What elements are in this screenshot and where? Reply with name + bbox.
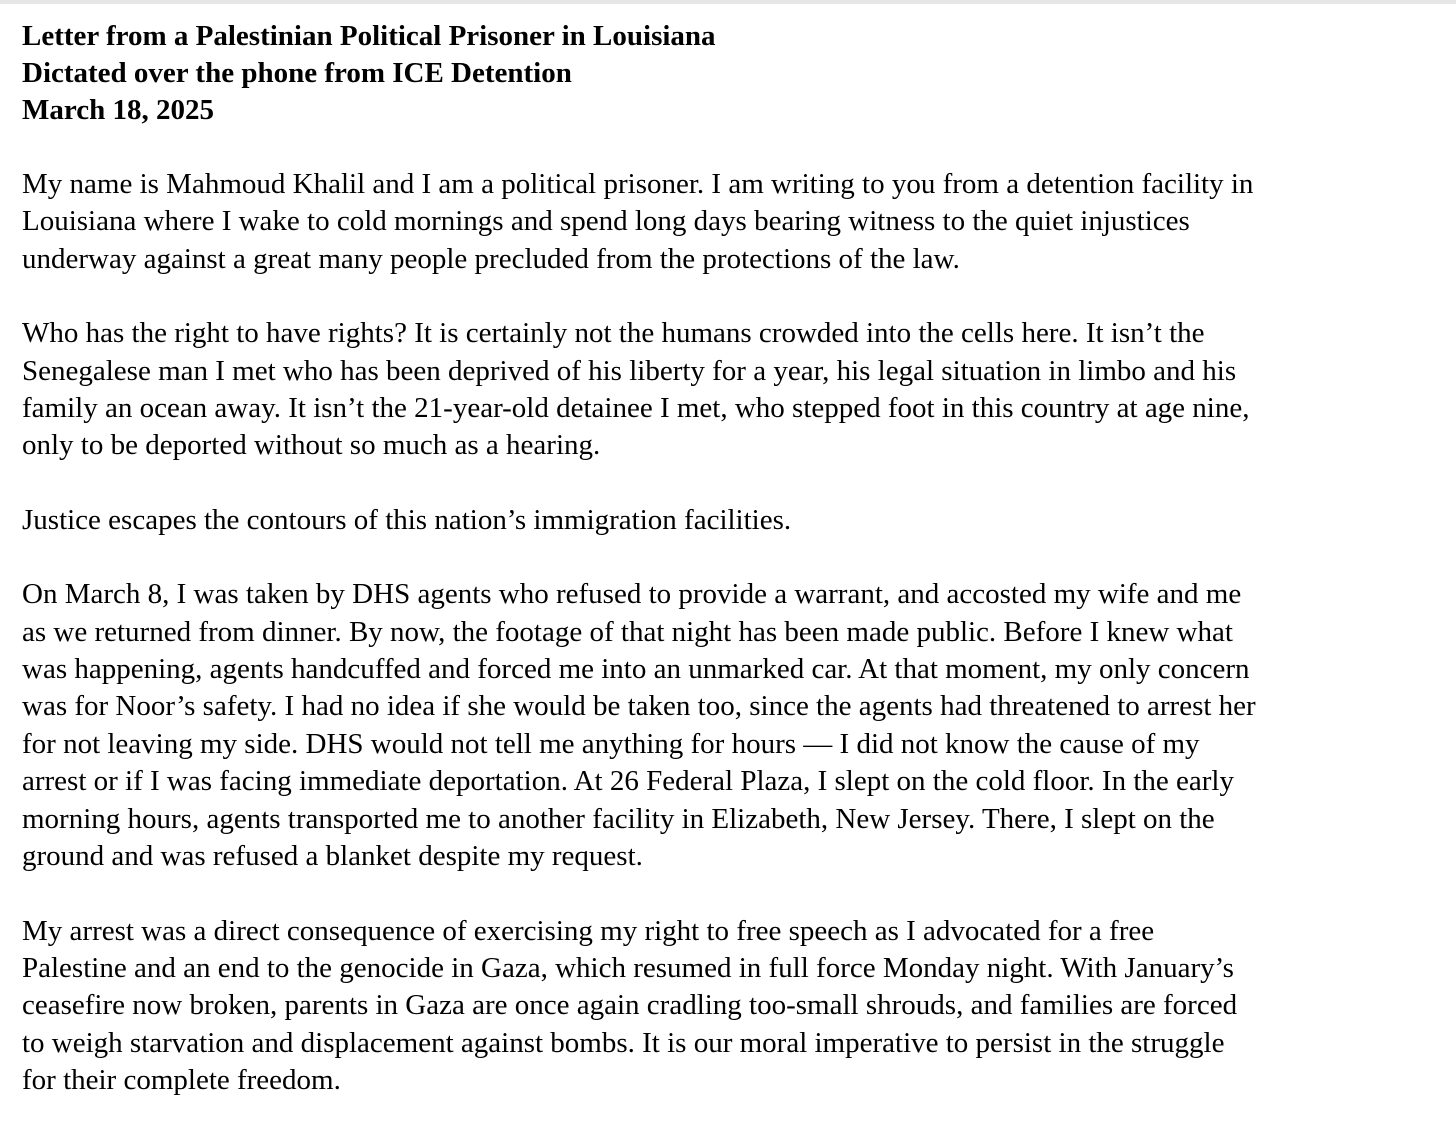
- text-line: was for Noor’s safety. I had no idea if she would be taken too, since the agents had threatened to arrest her: [22, 690, 1256, 723]
- text-line: Senegalese man I met who has been deprived of his liberty for a year, his legal situation in limbo and his: [22, 354, 1237, 387]
- letter-date: March 18, 2025: [22, 94, 214, 126]
- text-line: On March 8, I was taken by DHS agents who refused to provide a warrant, and accosted my wife and me: [22, 578, 1242, 611]
- text-line: for not leaving my side. DHS would not tell me anything for hours — I did not know the cause of my: [22, 727, 1200, 760]
- text-line: as we returned from dinner. By now, the footage of that night has been made public. Before I knew what: [22, 615, 1233, 648]
- top-edge-divider: [0, 0, 1456, 4]
- text-line: arrest or if I was facing immediate deportation. At 26 Federal Plaza, I slept on the cold floor. In the early: [22, 765, 1234, 798]
- text-line: My name is Mahmoud Khalil and I am a political prisoner. I am writing to you from a detention facility in: [22, 168, 1254, 200]
- paragraph-justice: [22, 502, 1442, 539]
- text-line: My arrest was a direct consequence of exercising my right to free speech as I advocated for a free: [22, 914, 1155, 947]
- text-line: ceasefire now broken, parents in Gaza are once again cradling too-small shrouds, and families are forced: [22, 989, 1238, 1022]
- text-line: Palestine and an end to the genocide in Gaza, which resumed in full force Monday night. With January’s: [22, 951, 1234, 984]
- letter-heading: [22, 18, 1442, 129]
- paragraph-free-speech: [22, 913, 1442, 1100]
- text-line: underway against a great many people precluded from the protections of the law.: [22, 242, 960, 275]
- paragraph-arrest-account: [22, 576, 1442, 875]
- text-line: family an ocean away. It isn’t the 21-year-old detainee I met, who stepped foot in this country at age nine,: [22, 392, 1250, 425]
- letter-document: [22, 18, 1442, 1137]
- text-line: Who has the right to have rights? It is certainly not the humans crowded into the cells here. It isn’t the: [22, 317, 1205, 350]
- text-line: Justice escapes the contours of this nation’s immigration facilities.: [22, 503, 792, 536]
- text-line: for their complete freedom.: [22, 1064, 341, 1097]
- text-line: morning hours, agents transported me to another facility in Elizabeth, New Jersey. There, I slept on the: [22, 802, 1215, 835]
- letter-subtitle: Dictated over the phone from ICE Detention: [22, 57, 572, 89]
- text-line: to weigh starvation and displacement against bombs. It is our moral imperative to persist in the struggle: [22, 1026, 1225, 1059]
- paragraph-introduction: [22, 166, 1442, 278]
- text-line: was happening, agents handcuffed and forced me into an unmarked car. At that moment, my only concern: [22, 653, 1250, 686]
- paragraph-rights: [22, 315, 1442, 465]
- letter-title: Letter from a Palestinian Political Prisoner in Louisiana: [22, 20, 716, 52]
- text-line: Louisiana where I wake to cold mornings and spend long days bearing witness to the quiet injustices: [22, 205, 1190, 238]
- text-line: only to be deported without so much as a hearing.: [22, 429, 601, 462]
- text-line: ground and was refused a blanket despite my request.: [22, 840, 643, 873]
